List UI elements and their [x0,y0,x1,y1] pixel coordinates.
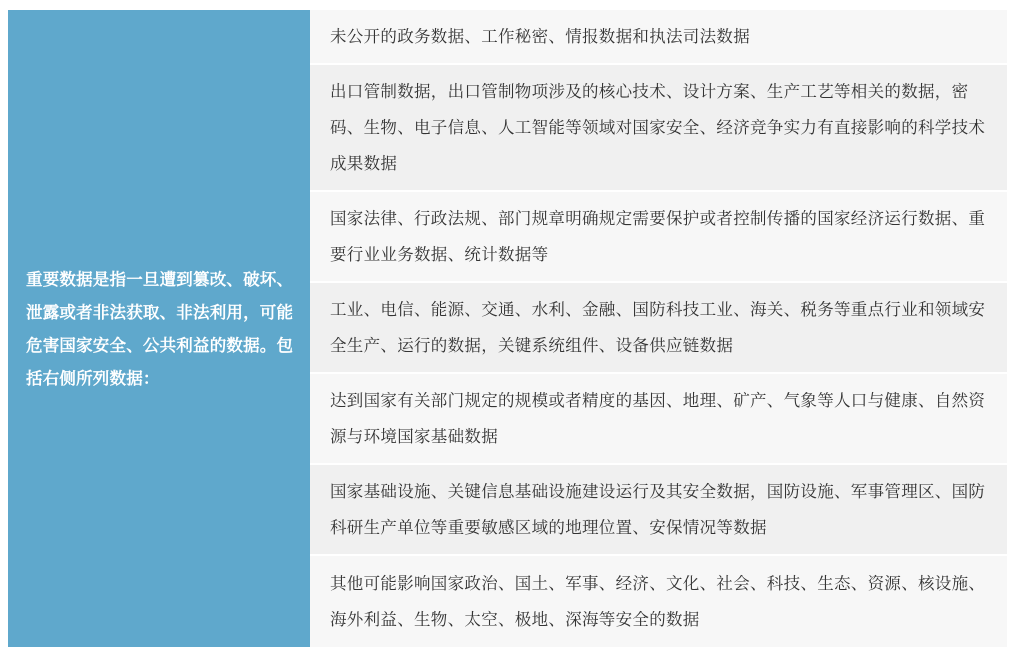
data-category-list [310,10,1007,647]
category-row-6 [310,465,1007,556]
category-text: 达到国家有关部门规定的规模或者精度的基因、地理、矿产、气象等人口与健康、自然资源与环境国家基础数据 [330,390,986,446]
category-row-3 [310,192,1007,283]
category-row-5 [310,374,1007,465]
category-row-4 [310,283,1007,374]
category-text: 未公开的政务数据、工作秘密、情报数据和执法司法数据 [330,26,750,46]
category-text: 出口管制数据，出口管制物项涉及的核心技术、设计方案、生产工艺等相关的数据，密码、生物、电子信息、人工智能等领域对国家安全、经济竞争实力有直接影响的科学技术成果数据 [330,81,986,173]
important-data-table [8,10,1007,647]
definition-cell [8,10,310,647]
category-row-2 [310,65,1007,192]
category-row-1 [310,10,1007,65]
category-text: 国家法律、行政法规、部门规章明确规定需要保护或者控制传播的国家经济运行数据、重要行业业务数据、统计数据等 [330,208,986,264]
category-text: 工业、电信、能源、交通、水利、金融、国防科技工业、海关、税务等重点行业和领域安全生产、运行的数据，关键系统组件、设备供应链数据 [330,299,986,355]
category-row-7 [310,556,1007,647]
definition-text: 重要数据是指一旦遭到篡改、破坏、泄露或者非法获取、非法利用，可能危害国家安全、公共利益的数据。包括右侧所列数据： [26,269,294,388]
category-text: 国家基础设施、关键信息基础设施建设运行及其安全数据，国防设施、军事管理区、国防科研生产单位等重要敏感区域的地理位置、安保情况等数据 [330,481,986,537]
category-text: 其他可能影响国家政治、国土、军事、经济、文化、社会、科技、生态、资源、核设施、海外利益、生物、太空、极地、深海等安全的数据 [330,573,986,629]
